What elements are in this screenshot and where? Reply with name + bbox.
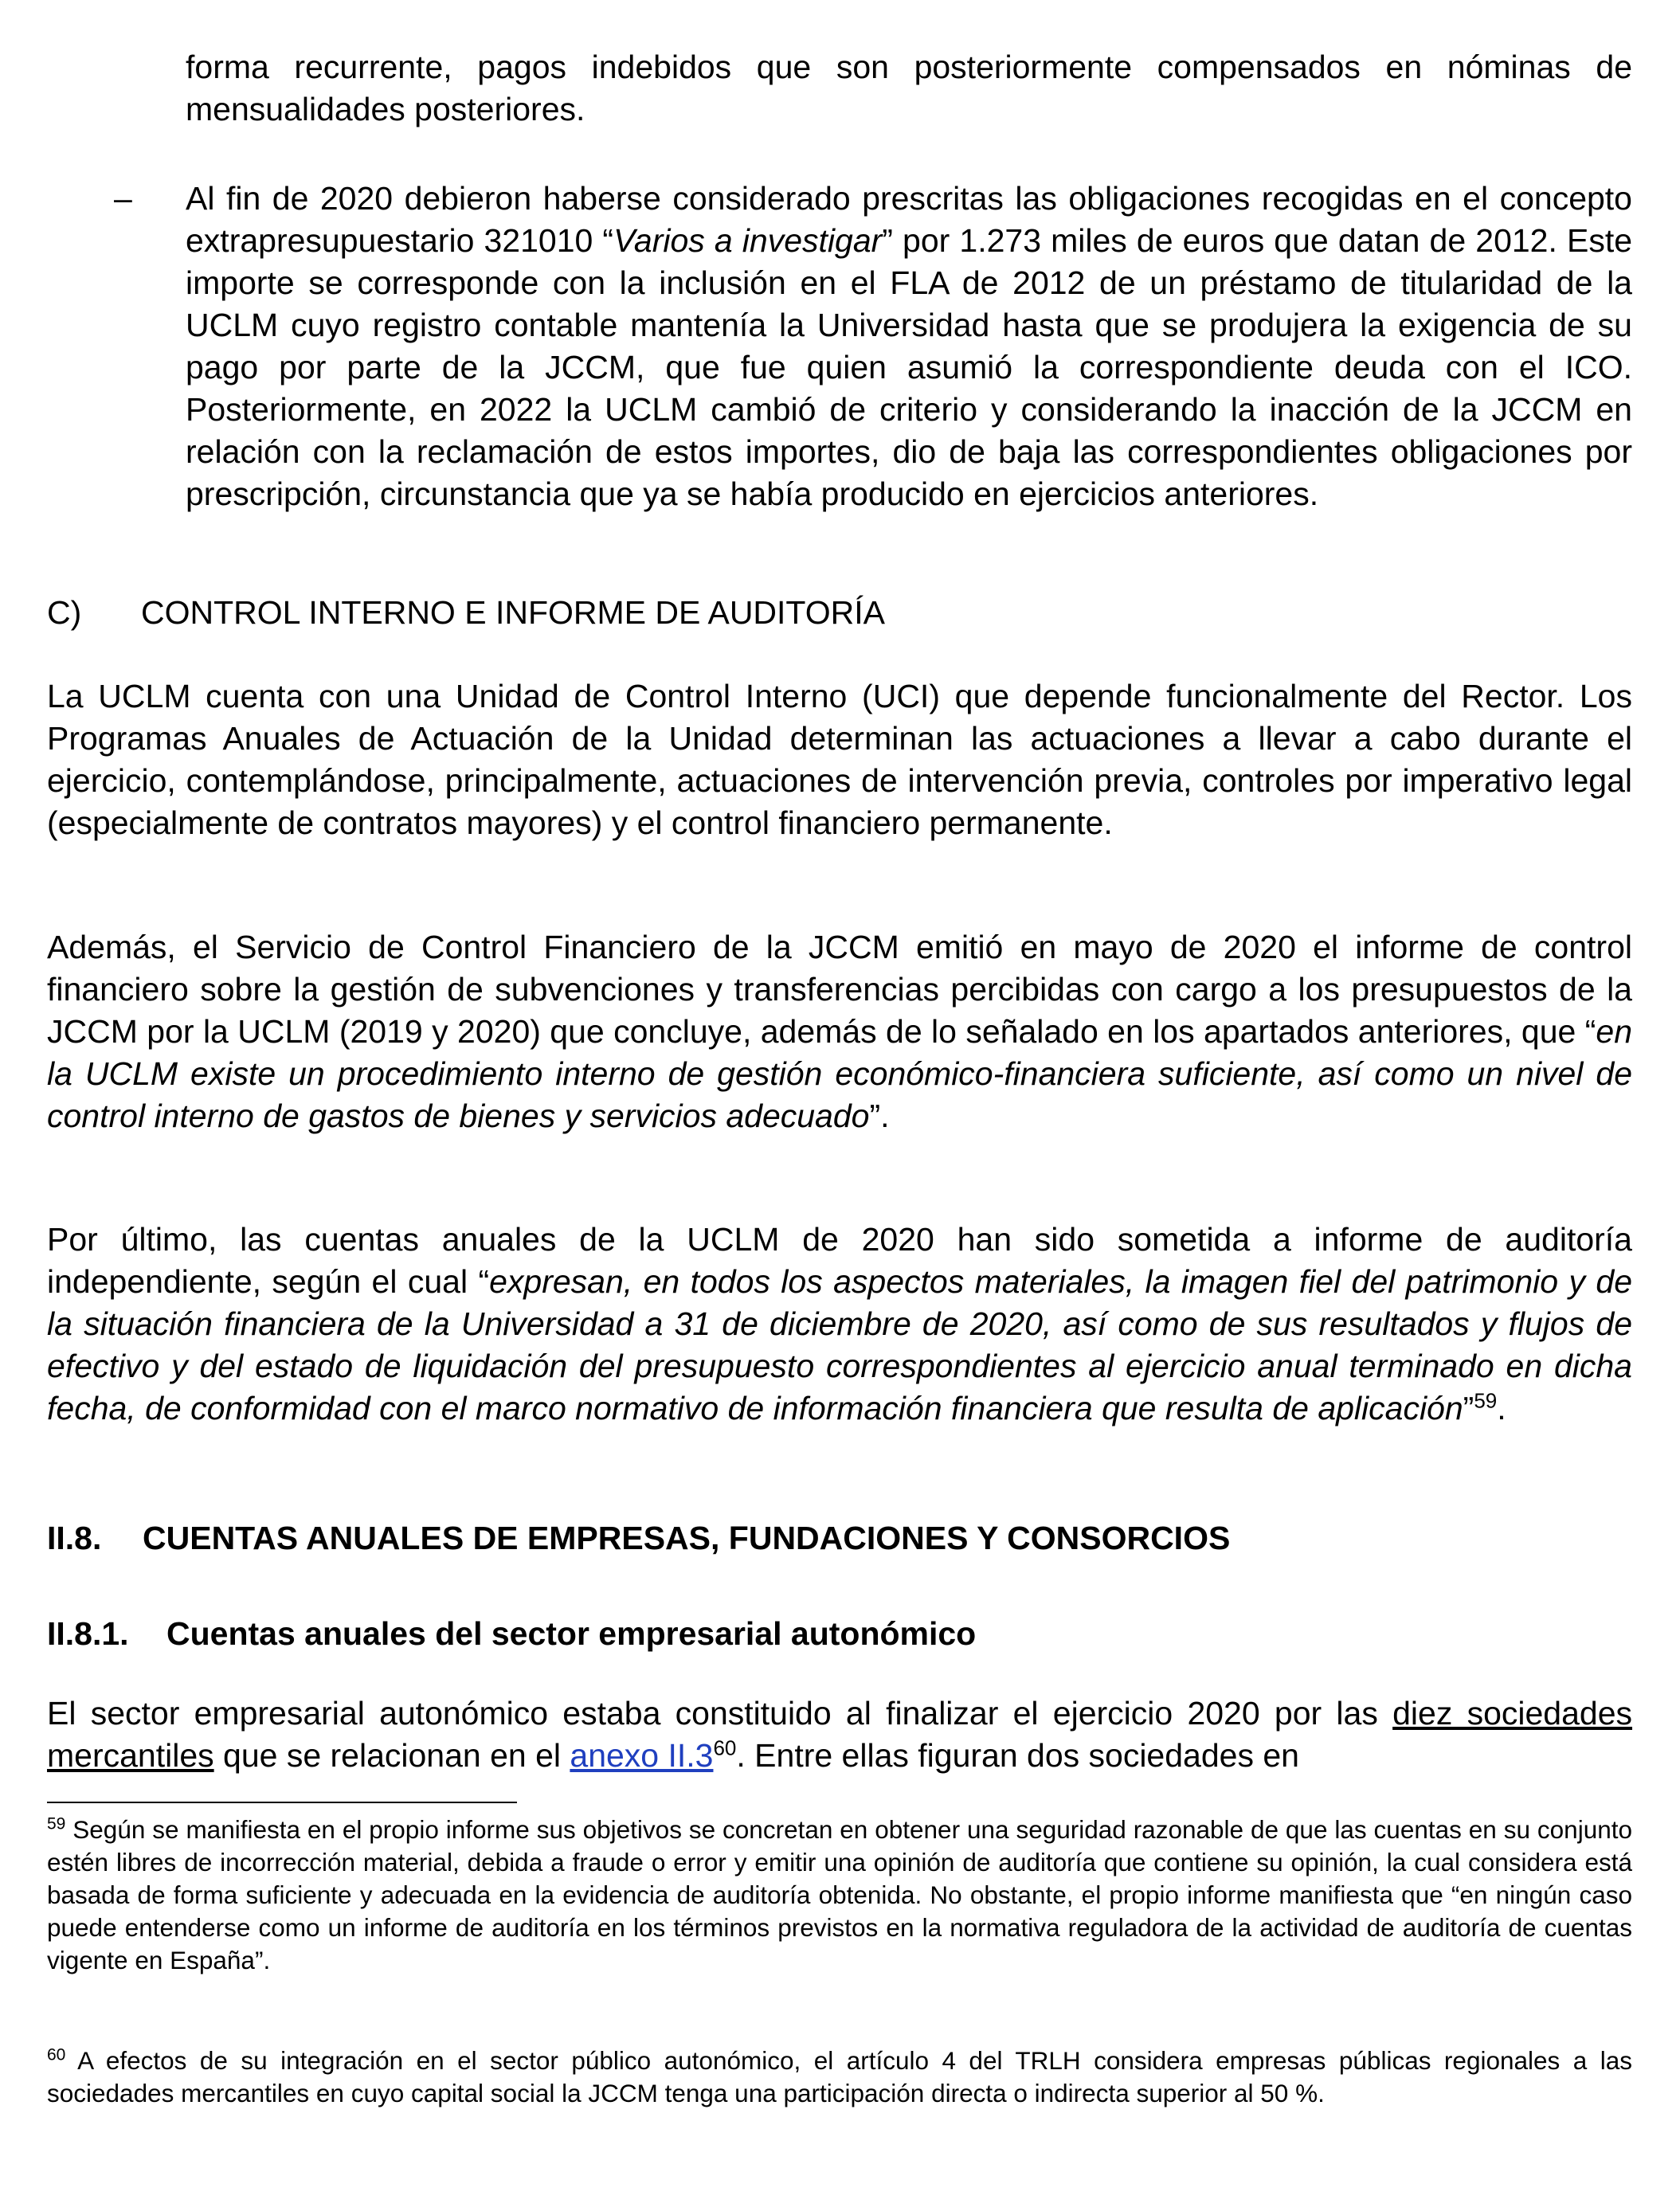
section-heading-ii81 bbox=[47, 1613, 976, 1655]
footnote-60-number: 60 bbox=[47, 2045, 66, 2064]
footnote-59-number: 59 bbox=[47, 1814, 66, 1833]
section-heading-ii8 bbox=[47, 1517, 1230, 1559]
bullet-dash: – bbox=[114, 180, 132, 217]
section-heading-ii8-number: II.8. bbox=[47, 1520, 102, 1556]
section-heading-ii81-title: Cuentas anuales del sector empresarial autonómico bbox=[166, 1615, 977, 1652]
section-heading-c bbox=[47, 592, 885, 634]
paragraph-internal-control-unit: La UCLM cuenta con una Unidad de Control Interno (UCI) que depende funcionalmente del Rector. Los Programas Anuales de Actuación de la Unidad determinan las actuaciones a llevar a cabo durante el ejercicio, contemplándose, principalmente, actuaciones de intervención previa, controles por imperativo legal (especialmente de contratos mayores) y el control financiero permanente. bbox=[47, 678, 1632, 841]
underlined-ten-companies: diez sociedades mercantiles bbox=[47, 1695, 1633, 1774]
section-heading-ii81-number: II.8.1. bbox=[47, 1615, 129, 1652]
section-heading-c-number: C) bbox=[47, 594, 82, 631]
footnote-ref-60[interactable]: 60 bbox=[713, 1736, 737, 1760]
footnote-ref-59[interactable]: 59 bbox=[1474, 1388, 1498, 1413]
paragraph-financial-control-service: Además, el Servicio de Control Financiero de la JCCM emitió en mayo de 2020 el informe de control financiero sobre la gestión de subvenciones y transferencias percibidas con cargo a los presupuestos de la JCCM por la UCLM (2019 y 2020) que concluye, además de lo señalado en los apartados anteriores, que “en la UCLM existe un procedimiento interno de gestión económico-financiera suficiente, así como un nivel de control interno de gastos de bienes y servicios adecuado”. bbox=[47, 929, 1632, 1134]
footnote-59: $^{59}$ Según se manifiesta en el propio informe sus objetivos se concretan en obtener una seguridad razonable de que las cuentas en su conjunto estén libres de incorrección material, debida a fraude o error y emitir una opinión de auditoría que contiene su opinión, la cual considera está basada de forma suficiente y adecuada en la evidencia de auditoría obtenida. No obstante, el propio informe manifiesta que “en ningún caso puede entenderse como un informe de auditoría en los términos previstos en la normativa reguladora de la actividad de auditoría de cuentas vigente en España”. bbox=[47, 1814, 1632, 1974]
section-heading-c-title: CONTROL INTERNO E INFORME DE AUDITORÍA bbox=[141, 594, 885, 631]
continued-bullet-text: forma recurrente, pagos indebidos que son posteriormente compensados en nóminas de mensualidades posteriores. bbox=[186, 49, 1632, 127]
paragraph-audit-report: Por último, las cuentas anuales de la UCLM de 2020 han sido sometida a informe de auditoría independiente, según el cual “expresan, en todos los aspectos materiales, la imagen fiel del patrimonio y de la situación financiera de la Universidad a 31 de diciembre de 2020, así como de sus resultados y flujos de efectivo y del estado de liquidación del presupuesto correspondientes al ejercicio anual terminado en dicha fecha, de conformidad con el marco normativo de información financiera que resulta de aplicación”$^{59}$. bbox=[47, 1221, 1632, 1426]
bullet-prescribed-obligations: Al fin de 2020 debieron haberse considerado prescritas las obligaciones recogidas en el concepto extrapresupuestario 321010 “Varios a investigar” por 1.273 miles de euros que datan de 2012. Este importe se corresponde con la inclusión en el FLA de 2012 de un préstamo de titularidad de la UCLM cuyo registro contable mantenía la Universidad hasta que se produjera la exigencia de su pago por parte de la JCCM, que fue quien asumió la correspondiente deuda con el ICO. Posteriormente, en 2022 la UCLM cambió de criterio y considerando la inacción de la JCCM en relación con la reclamación de estos importes, dio de baja las correspondientes obligaciones por prescripción, circunstancia que ya se había producido en ejercicios anteriores. bbox=[186, 180, 1633, 512]
footnote-60: $^{60}$ A efectos de su integración en el sector público autonómico, el artículo 4 del TRLH considera empresas públicas regionales a las sociedades mercantiles en cuyo capital social la JCCM tenga una participación directa o indirecta superior al 50 %. bbox=[47, 2045, 1632, 2107]
paragraph-business-sector: El sector empresarial autonómico estaba constituido al finalizar el ejercicio 2020 por las diez sociedades mercantiles que se relacionan en el anexo $II.3^{60}$. Entre ellas figuran dos sociedades en bbox=[47, 1695, 1633, 1774]
footnote-separator bbox=[47, 1802, 517, 1803]
annex-ii3-link[interactable]: anexo II.3 bbox=[570, 1737, 714, 1774]
section-heading-ii8-title: CUENTAS ANUALES DE EMPRESAS, FUNDACIONES Y CONSORCIOS bbox=[143, 1520, 1231, 1556]
